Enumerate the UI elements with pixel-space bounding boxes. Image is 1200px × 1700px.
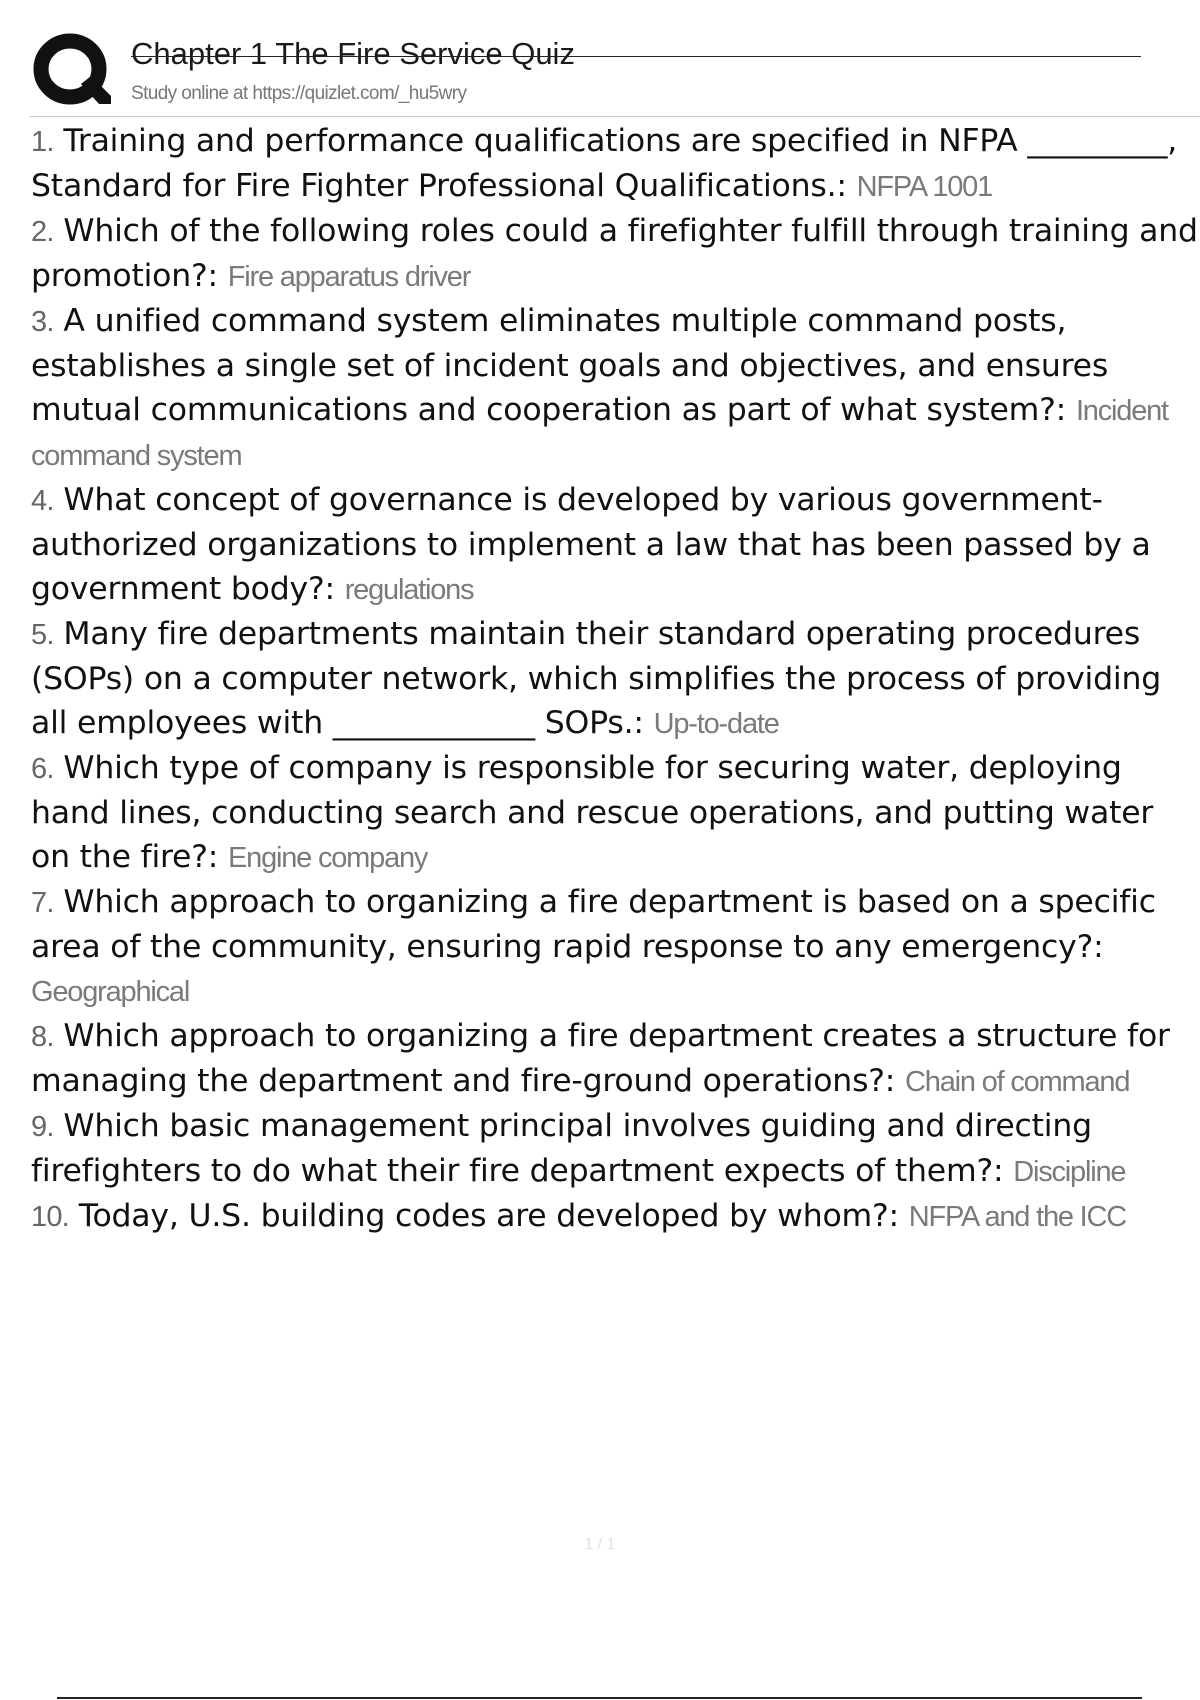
quizlet-q-logo-icon (33, 32, 111, 110)
question-item-3 (31, 299, 1200, 478)
question-text: Which of the following roles could a firefighter fulfill through training and promotion?: (31, 213, 1198, 294)
page-header (0, 0, 1200, 118)
document-title: Chapter 1 The Fire Service Quiz (131, 36, 575, 71)
question-number: 2. (31, 216, 54, 248)
question-number: 6. (31, 753, 54, 785)
answer-text: regulations (344, 574, 474, 606)
question-item-1 (31, 119, 1200, 209)
question-text: Training and performance qualifications are specified in NFPA _________, Standard for Fire Fighter Professional Qualifications.: (31, 123, 1178, 204)
question-number: 8. (31, 1021, 54, 1053)
question-text: A unified command system eliminates multiple command posts, establishes a single set of incident goals and objectives, and ensures mutual communications and cooperation as part of what system?: (31, 303, 1109, 428)
question-number: 10. (31, 1201, 69, 1233)
question-item-6 (31, 746, 1200, 880)
title-strike-rule (131, 56, 1141, 57)
answer-text: NFPA and the ICC (908, 1201, 1127, 1233)
question-text: What concept of governance is developed by various government-authorized organizations to implement a law that has been passed by a government body?: (31, 482, 1151, 607)
question-text: Which basic management principal involves guiding and directing firefighters to do what their fire department expects of them?: (31, 1108, 1092, 1189)
question-list (31, 119, 1200, 1239)
answer-text: Incident command system (31, 395, 1168, 472)
answer-text: Fire apparatus driver (227, 261, 471, 293)
question-number: 7. (31, 887, 54, 919)
answer-text: Engine company (228, 842, 428, 874)
question-item-9 (31, 1104, 1200, 1194)
question-item-10 (31, 1194, 1200, 1239)
question-item-2 (31, 209, 1200, 299)
footer-divider (57, 1697, 1142, 1699)
question-number: 4. (31, 485, 54, 517)
study-online-link[interactable]: Study online at https://quizlet.com/_hu5wry (131, 83, 467, 104)
answer-text: Discipline (1013, 1156, 1126, 1188)
question-text: Today, U.S. building codes are developed by whom?: (78, 1198, 899, 1234)
question-item-5 (31, 612, 1200, 746)
answer-text: NFPA 1001 (856, 171, 993, 203)
question-item-4 (31, 478, 1200, 612)
answer-text: Geographical (31, 976, 190, 1008)
question-text: Which approach to organizing a fire department creates a structure for managing the department and fire-ground operations?: (31, 1018, 1170, 1099)
question-text: Which type of company is responsible for securing water, deploying hand lines, conducting search and rescue operations, and putting water on the fire?: (31, 750, 1154, 875)
question-item-8 (31, 1014, 1200, 1104)
question-text: Which approach to organizing a fire department is based on a specific area of the community, ensuring rapid response to any emergency?: (31, 884, 1156, 965)
answer-text: Chain of command (905, 1066, 1130, 1098)
question-number: 3. (31, 306, 54, 338)
question-item-7 (31, 880, 1200, 1014)
header-divider (30, 116, 1200, 117)
question-text: Many fire departments maintain their standard operating procedures (SOPs) on a computer network, which simplifies the process of providing all employees with _____________ SOPs.: (31, 616, 1162, 741)
question-number: 9. (31, 1111, 54, 1143)
answer-text: Up-to-date (653, 708, 779, 740)
question-number: 1. (31, 126, 54, 158)
page-number: 1 / 1 (584, 1536, 616, 1553)
question-number: 5. (31, 619, 54, 651)
